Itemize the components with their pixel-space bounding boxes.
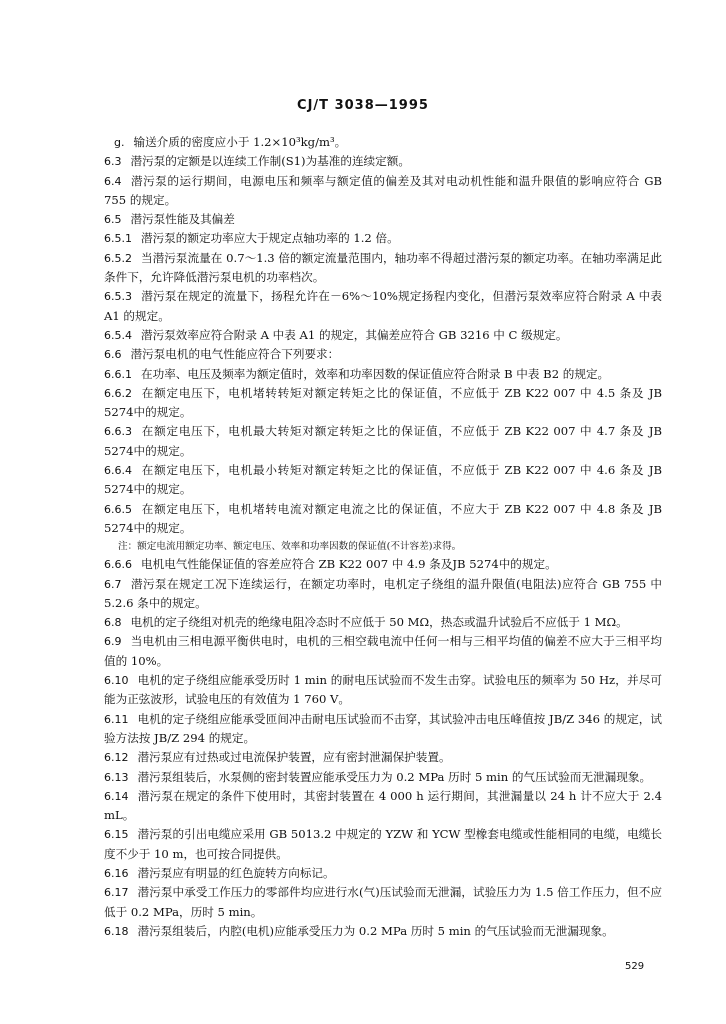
clause-paragraph xyxy=(104,671,662,710)
clause-paragraph xyxy=(104,575,662,614)
clause-number: 6.6.4 xyxy=(104,464,132,478)
document-header: CJ/T 3038—1995 xyxy=(297,98,429,113)
clause-number: 6.5.3 xyxy=(104,290,132,304)
clause-number: 6.17 xyxy=(104,886,129,900)
clause-text: 潜污泵在规定的流量下，扬程允许在－6%～10%规定扬程内变化，但潜污泵效率应符合附录 A 中表 A1 的规定。 xyxy=(104,289,662,323)
clause-number: 6.6 xyxy=(104,348,122,362)
clause-text: 潜污泵在规定的条件下使用时，其密封装置在 4 000 h 运行期间，其泄漏量以 24 h 计不应大于 2.4 mL。 xyxy=(104,788,662,823)
clause-number: 6.5 xyxy=(104,213,122,227)
clause-paragraph xyxy=(104,345,662,364)
clause-paragraph xyxy=(104,825,662,864)
clause-number: 6.16 xyxy=(104,866,129,880)
clause-paragraph xyxy=(104,287,662,326)
clause-paragraph xyxy=(104,768,662,787)
clause-text: 潜污泵电机的电气性能应符合下列要求： xyxy=(130,347,340,362)
clause-number: 6.10 xyxy=(104,674,129,688)
clause-text: 潜污泵组装后，水泵侧的密封装置应能承受压力为 0.2 MPa 历时 5 min 的气压试验而无泄漏现象。 xyxy=(137,769,652,784)
clause-text: 在额定电压下，电机最大转矩对额定转矩之比的保证值，不应低于 ZB K22 007 中 4.7 条及 JB 5274中的规定。 xyxy=(104,424,662,458)
clause-text: 潜污泵性能及其偏差 xyxy=(130,212,235,227)
clause-paragraph xyxy=(104,500,662,539)
clause-text: 当电机由三相电源平衡供电时，电机的三相空载电流中任何一相与三相平均值的偏差不应大于三相平均值的 10%。 xyxy=(104,634,662,668)
clause-text: 潜污泵在规定工况下连续运行，在额定功率时，电机定子绕组的温升限值(电阻法)应符合 GB 755 中 5.2.6 条中的规定。 xyxy=(104,576,662,610)
clause-paragraph xyxy=(104,710,662,749)
clause-text: 输送介质的密度应小于 1.2×10³kg/m³。 xyxy=(133,135,347,149)
clause-number: 6.6.5 xyxy=(104,502,132,516)
clause-paragraph xyxy=(104,787,662,826)
clause-text: 在功率、电压及频率为额定值时，效率和功率因数的保证值应符合附录 B 中表 B2 的规定。 xyxy=(141,366,610,381)
clause-text: 潜污泵的定额是以连续工作制(S1)为基准的连续定额。 xyxy=(130,154,410,169)
clause-paragraph xyxy=(104,864,662,883)
clause-text: 潜污泵的额定功率应大于规定点轴功率的 1.2 倍。 xyxy=(141,231,399,246)
clause-paragraph xyxy=(104,210,662,229)
document-body xyxy=(104,133,662,941)
clause-text: 在额定电压下，电机堵转电流对额定电流之比的保证值，不应大于 ZB K22 007 中 4.8 条及 JB 5274中的规定。 xyxy=(104,501,662,535)
clause-paragraph xyxy=(104,555,662,574)
clause-number: 6.4 xyxy=(104,174,122,188)
clause-number: 6.11 xyxy=(104,712,129,726)
clause-number: 6.9 xyxy=(104,635,122,649)
clause-text: 电机的定子绕组应能承受匝间冲击耐电压试验而不击穿，其试验冲击电压峰值按 JB/Z 346 的规定，试验方法按 JB/Z 294 的规定。 xyxy=(104,711,662,745)
clause-paragraph xyxy=(104,632,662,671)
clause-number: 6.7 xyxy=(104,577,122,591)
clause-number: 6.6.6 xyxy=(104,558,132,572)
clause-text: 潜污泵应有过热或过电流保护装置，应有密封泄漏保护装置。 xyxy=(137,750,451,765)
clause-number: 6.5.4 xyxy=(104,328,132,342)
clause-text: 注：额定电流用额定功率、额定电压、效率和功率因数的保证值(不计容差)求得。 xyxy=(118,541,462,553)
clause-text: 电机电气性能保证值的容差应符合 ZB K22 007 中 4.9 条及JB 5274中的规定。 xyxy=(141,557,557,572)
clause-number: 6.14 xyxy=(104,789,129,803)
clause-text: 潜污泵的引出电缆应采用 GB 5013.2 中规定的 YZW 和 YCW 型橡套电缆或性能相同的电缆，电缆长度不少于 10 m，也可按合同提供。 xyxy=(104,827,662,861)
clause-paragraph xyxy=(104,422,662,461)
clause-text: 潜污泵的运行期间，电源电压和频率与额定值的偏差及其对电动机性能和温升限值的影响应符合 GB 755 的规定。 xyxy=(104,173,662,207)
clause-paragraph xyxy=(104,461,662,500)
clause-text: 电机的定子绕组应能承受历时 1 min 的耐电压试验而不发生击穿。试验电压的频率为 50 Hz，并尽可能为正弦波形，试验电压的有效值为 1 760 V。 xyxy=(104,673,662,707)
clause-number: 6.6.3 xyxy=(104,425,132,439)
clause-number: 6.15 xyxy=(104,828,129,842)
clause-number: 6.18 xyxy=(104,924,129,938)
clause-number: 6.5.1 xyxy=(104,232,132,246)
clause-paragraph xyxy=(104,172,662,211)
clause-paragraph xyxy=(104,922,662,941)
clause-paragraph xyxy=(104,133,662,152)
clause-number: g. xyxy=(114,136,125,149)
clause-paragraph xyxy=(104,384,662,423)
clause-number: 6.8 xyxy=(104,616,122,630)
note-paragraph xyxy=(104,538,662,555)
clause-paragraph xyxy=(104,152,662,171)
clause-paragraph xyxy=(104,229,662,248)
clause-text: 当潜污泵流量在 0.7～1.3 倍的额定流量范围内，轴功率不得超过潜污泵的额定功率。在轴功率满足此条件下，允许降低潜污泵电机的功率档次。 xyxy=(104,250,662,285)
clause-text: 潜污泵应有明显的红色旋转方向标记。 xyxy=(137,865,335,880)
clause-number: 6.3 xyxy=(104,155,122,169)
clause-paragraph xyxy=(104,249,662,288)
clause-number: 6.13 xyxy=(104,770,129,784)
clause-number: 6.12 xyxy=(104,751,129,765)
clause-paragraph xyxy=(104,365,662,384)
page-number: 529 xyxy=(625,961,645,972)
clause-number: 6.5.2 xyxy=(104,251,132,265)
clause-text: 在额定电压下，电机最小转矩对额定转矩之比的保证值，不应低于 ZB K22 007 中 4.6 条及 JB 5274中的规定。 xyxy=(104,463,662,497)
clause-paragraph xyxy=(104,326,662,345)
clause-number: 6.6.1 xyxy=(104,367,132,381)
clause-text: 潜污泵组装后，内腔(电机)应能承受压力为 0.2 MPa 历时 5 min 的气压试验而无泄漏现象。 xyxy=(137,923,614,938)
clause-text: 潜污泵中承受工作压力的零部件均应进行水(气)压试验而无泄漏，试验压力为 1.5 倍工作压力，但不应低于 0.2 MPa，历时 5 min。 xyxy=(104,885,662,919)
clause-text: 潜污泵效率应符合附录 A 中表 A1 的规定，其偏差应符合 GB 3216 中 C 级规定。 xyxy=(141,327,568,342)
clause-paragraph xyxy=(104,883,662,922)
clause-paragraph xyxy=(104,748,662,767)
clause-number: 6.6.2 xyxy=(104,386,132,400)
clause-text: 在额定电压下，电机堵转转矩对额定转矩之比的保证值，不应低于 ZB K22 007 中 4.5 条及 JB 5274中的规定。 xyxy=(104,385,662,420)
clause-text: 电机的定子绕组对机壳的绝缘电阻冷态时不应低于 50 MΩ，热态或温升试验后不应低于 1 MΩ。 xyxy=(130,615,628,630)
clause-paragraph xyxy=(104,613,662,632)
